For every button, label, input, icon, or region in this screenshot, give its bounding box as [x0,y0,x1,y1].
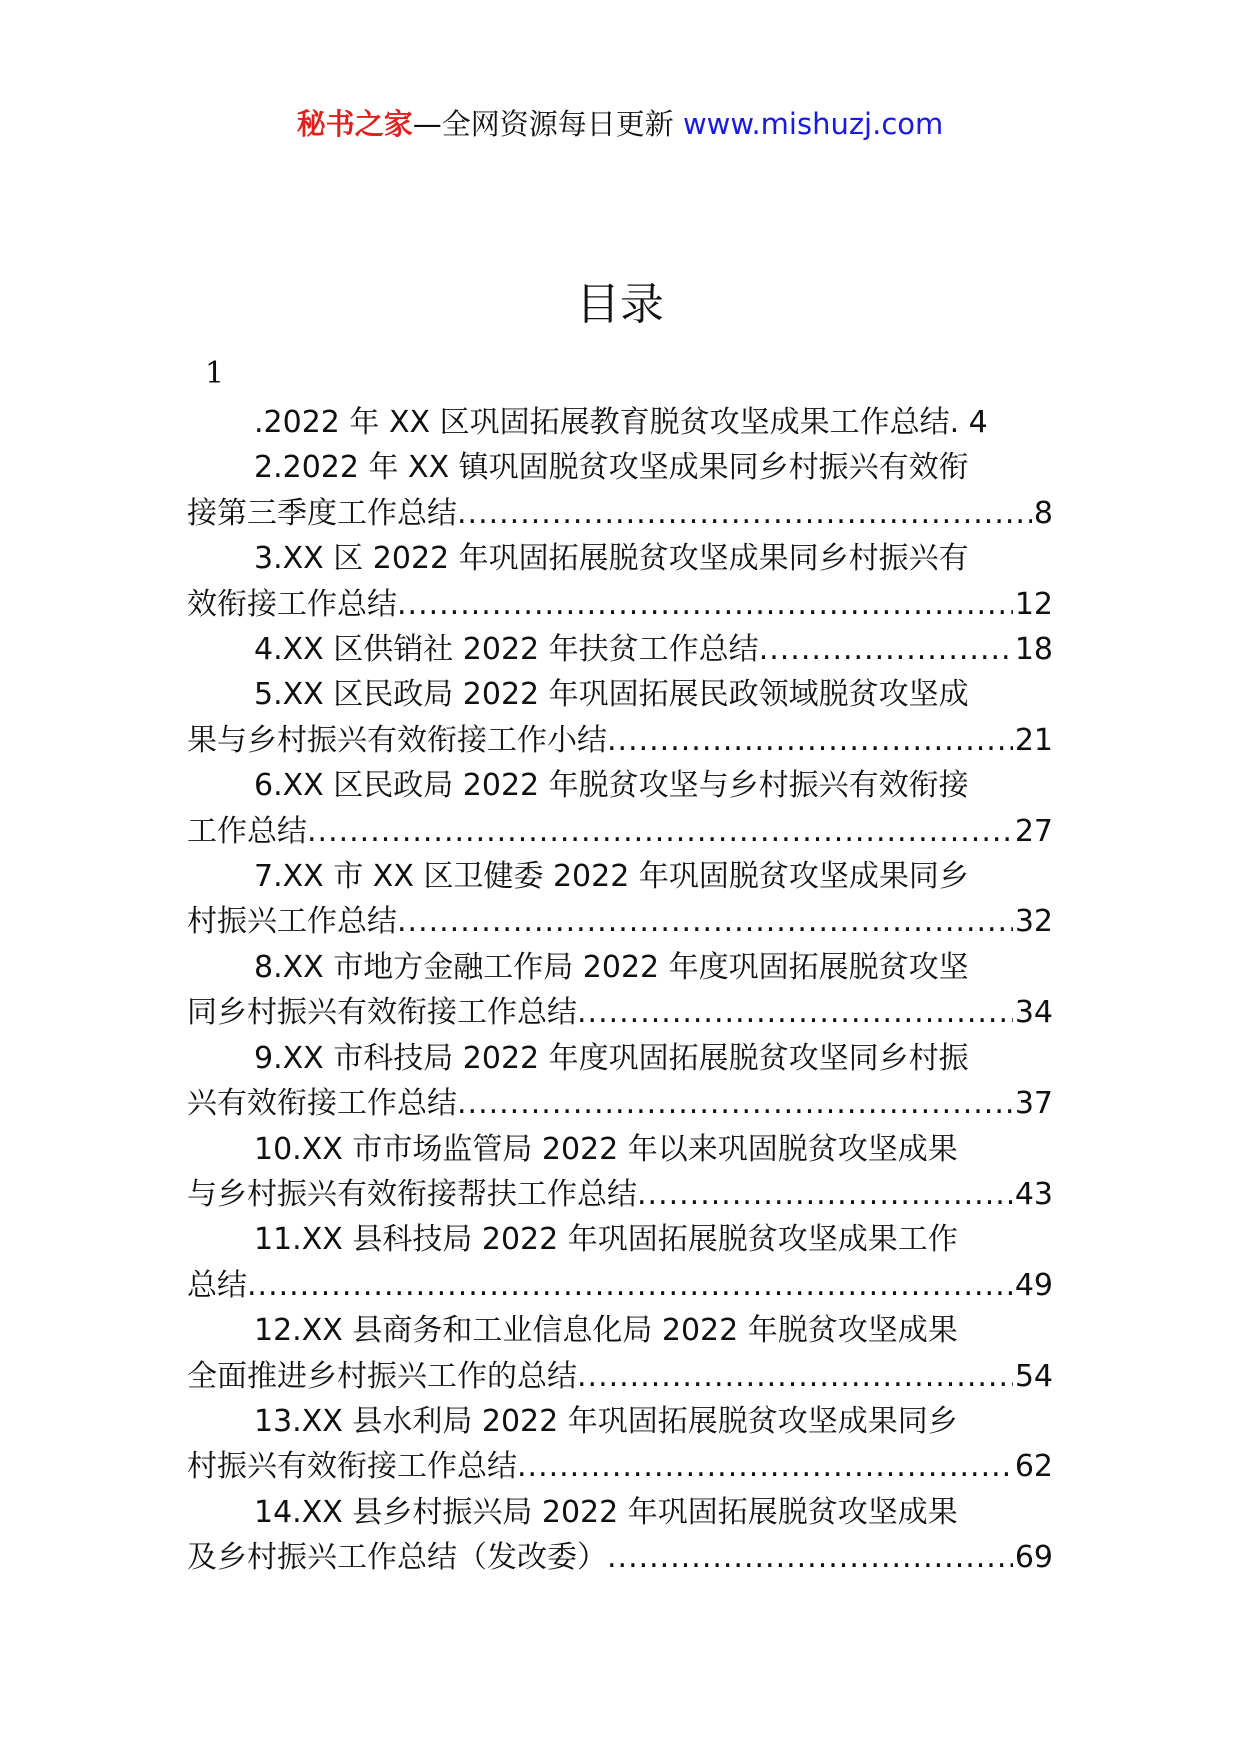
toc-entry[interactable] [187,536,1053,627]
toc-entry-continuation: 兴有效衔接工作总结 [187,1086,457,1122]
toc-entry[interactable] [187,400,1053,445]
toc-entry-line: 13.XX 县水利局 2022 年巩固拓展脱贫攻坚成果同乡 [254,1403,958,1439]
toc-entry-line: 8.XX 市地方金融工作局 2022 年度巩固拓展脱贫攻坚 [254,949,969,985]
toc-dot-leader [397,899,1013,944]
toc-dot-leader [457,1081,1013,1126]
toc-entry[interactable] [187,1036,1053,1127]
toc-entry[interactable] [187,1127,1053,1218]
toc-dot-leader [457,491,1032,536]
toc-dot-leader [577,990,1013,1035]
toc-page-number: 37 [1014,1086,1053,1122]
toc-entry[interactable] [187,1490,1053,1581]
brand-name: 秘书之家 [296,107,413,141]
toc-entry[interactable] [187,1399,1053,1490]
toc-entry-continuation: 效衔接工作总结 [187,586,397,622]
toc-entry-line: 6.XX 区民政局 2022 年脱贫攻坚与乡村振兴有效衔接 [254,768,969,804]
toc-page-number: 43 [1014,1176,1053,1212]
toc-entry[interactable] [187,627,1053,672]
page-title: 目录 [576,279,664,330]
toc-entry-line: 9.XX 市科技局 2022 年度巩固拓展脱贫攻坚同乡村振 [254,1040,969,1076]
toc-entry-continuation: 全面推进乡村振兴工作的总结 [187,1358,577,1394]
toc-entry-line: 12.XX 县商务和工业信息化局 2022 年脱贫攻坚成果 [254,1313,958,1349]
toc-entry-continuation: 总结 [187,1267,247,1303]
toc-entry-line: 2.2022 年 XX 镇巩固脱贫攻坚成果同乡村振兴有效衔 [254,450,969,486]
toc-dot-leader [637,1172,1013,1217]
toc-entry-continuation: 果与乡村振兴有效衔接工作小结 [187,722,607,758]
toc-entry-line: 10.XX 市市场监管局 2022 年以来巩固脱贫攻坚成果 [254,1131,958,1167]
toc-entry-line: 11.XX 县科技局 2022 年巩固拓展脱贫攻坚成果工作 [254,1222,958,1258]
header-tagline: —全网资源每日更新 [412,107,683,141]
site-url-link[interactable]: www.mishuzj.com [682,107,944,141]
toc-page-number: 69 [1014,1540,1053,1576]
toc-entry-line: 14.XX 县乡村振兴局 2022 年巩固拓展脱贫攻坚成果 [254,1494,958,1530]
toc-page-number: 34 [1014,995,1053,1031]
toc-page-number: 21 [1014,722,1053,758]
toc-entry[interactable] [187,1308,1053,1399]
toc-entry[interactable] [187,672,1053,763]
toc-entry[interactable] [187,854,1053,945]
toc-dot-leader [307,809,1013,854]
toc-entry[interactable] [187,945,1053,1036]
toc-dot-leader [607,1535,1013,1580]
toc-dot-leader [247,1263,1013,1308]
toc-page-number: 32 [1014,904,1053,940]
toc-page-number: 8 [1033,495,1053,531]
toc-page-number: 54 [1014,1358,1053,1394]
toc-dot-leader [577,1354,1013,1399]
table-of-contents [187,400,1053,1581]
toc-entry[interactable] [187,763,1053,854]
toc-entry-continuation: 村振兴有效衔接工作总结 [187,1449,517,1485]
toc-entry[interactable] [187,1217,1053,1308]
toc-entry-continuation: 与乡村振兴有效衔接帮扶工作总结 [187,1176,637,1212]
toc-dot-leader [517,1444,1013,1489]
toc-page-number: 12 [1014,586,1053,622]
toc-page-number: 62 [1014,1449,1053,1485]
toc-entry-line: 5.XX 区民政局 2022 年巩固拓展民政领域脱贫攻坚成 [254,677,969,713]
toc-dot-leader [397,582,1013,627]
toc-entry-continuation: 接第三季度工作总结 [187,495,457,531]
site-header [0,100,1240,148]
toc-entry-continuation: 工作总结 [187,813,307,849]
toc-entry-line: 7.XX 市 XX 区卫健委 2022 年巩固脱贫攻坚成果同乡 [254,859,969,895]
toc-page-number: 18 [1014,632,1053,668]
toc-entry-continuation: 及乡村振兴工作总结（发改委） [187,1540,607,1576]
toc-entry-continuation: 同乡村振兴有效衔接工作总结 [187,995,577,1031]
toc-entry-line: 3.XX 区 2022 年巩固拓展脱贫攻坚成果同乡村振兴有 [254,541,969,577]
toc-entry-continuation: 村振兴工作总结 [187,904,397,940]
toc-page-number: 49 [1014,1267,1053,1303]
page-number-marker: 1 [205,356,225,391]
toc-dot-leader [607,718,1013,763]
toc-entry[interactable] [187,445,1053,536]
toc-entry-line: .2022 年 XX 区巩固拓展教育脱贫攻坚成果工作总结. 4 [254,405,988,440]
toc-dot-leader [759,627,1013,672]
toc-page-number: 27 [1014,813,1053,849]
toc-entry-line: 4.XX 区供销社 2022 年扶贫工作总结 [254,632,759,668]
